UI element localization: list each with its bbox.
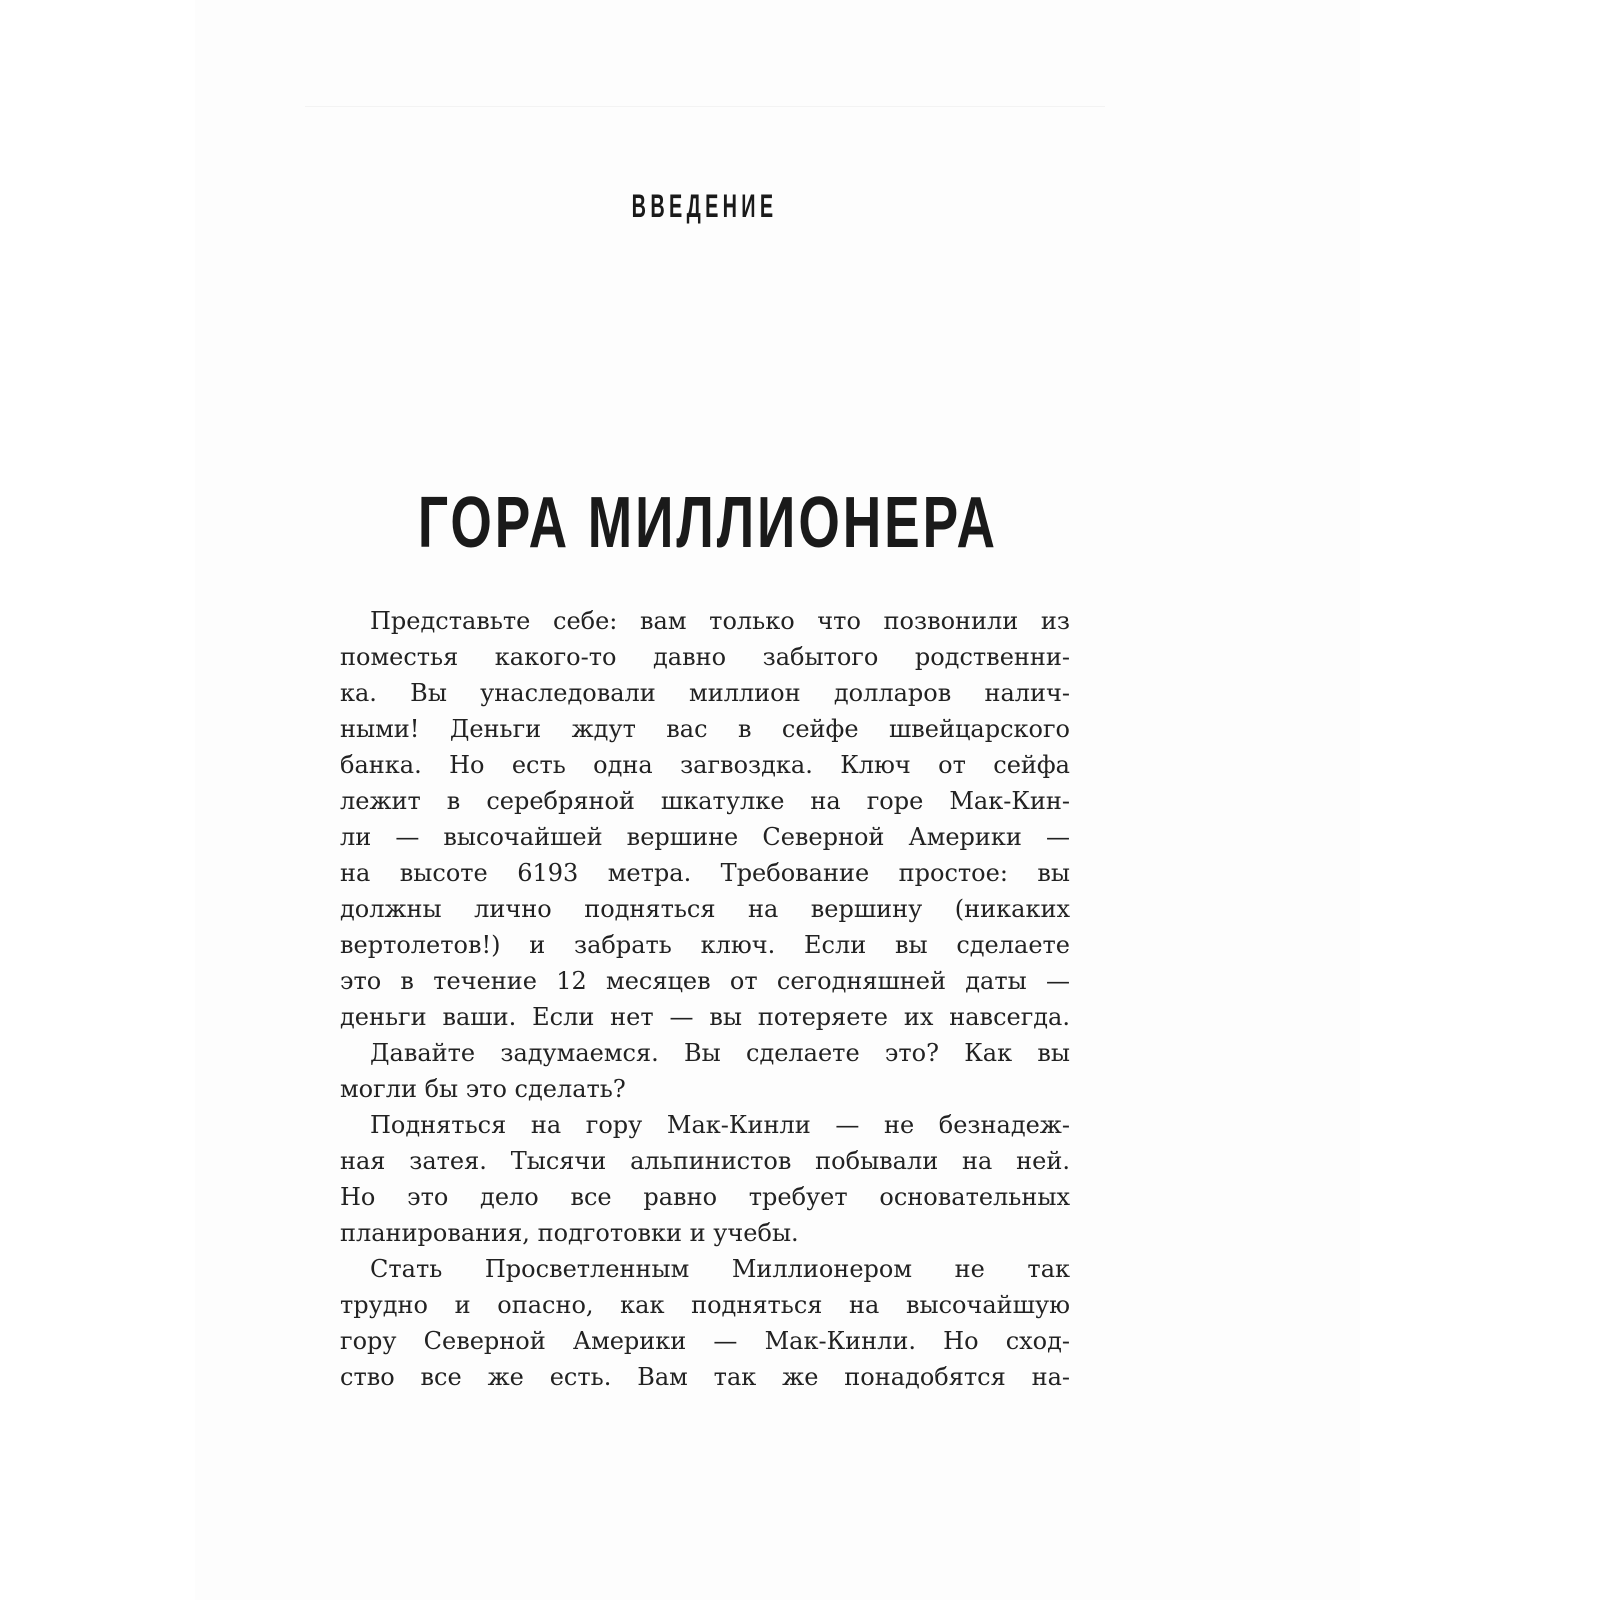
text-line: деньги ваши. Если нет — вы потеряете их навсегда.: [340, 1003, 1070, 1031]
text-line: ли — высочайшей вершине Северной Америки —: [340, 823, 1070, 851]
text-line: вертолетов!) и забрать ключ. Если вы сделаете: [340, 931, 1070, 959]
chapter-title-text: ГОРА МИЛЛИОНЕРА: [417, 483, 998, 563]
body-text: [340, 603, 1070, 1395]
text-line: Но это дело все равно требует основательных: [340, 1183, 1070, 1211]
text-line: это в течение 12 месяцев от сегодняшней даты —: [340, 967, 1070, 995]
text-line: Стать Просветленным Миллионером не так: [370, 1255, 1070, 1283]
text-line: ными! Деньги ждут вас в сейфе швейцарского: [340, 715, 1070, 743]
text-line: могли бы это сделать?: [340, 1075, 626, 1103]
text-line: гору Северной Америки — Мак-Кинли. Но сход-: [340, 1327, 1070, 1355]
text-line: ная затея. Тысячи альпинистов побывали на ней.: [340, 1147, 1070, 1175]
section-title-text: ВВЕДЕНИЕ: [632, 188, 778, 224]
text-line: трудно и опасно, как подняться на высочайшую: [340, 1291, 1070, 1319]
text-line: банка. Но есть одна загвоздка. Ключ от сейфа: [340, 751, 1070, 779]
section-title: [0, 188, 1410, 225]
text-line: лежит в серебряной шкатулке на горе Мак-Кин-: [340, 787, 1070, 815]
text-line: Подняться на гору Мак-Кинли — не безнадеж-: [370, 1111, 1070, 1139]
text-line: планирования, подготовки и учебы.: [340, 1219, 799, 1247]
text-line: Давайте задумаемся. Вы сделаете это? Как вы: [370, 1039, 1070, 1067]
chapter-title: [0, 482, 1415, 564]
top-divider: [305, 106, 1105, 107]
text-line: ство все же есть. Вам так же понадобятся на-: [340, 1363, 1070, 1391]
text-line: на высоте 6193 метра. Требование простое: вы: [340, 859, 1070, 887]
text-line: Представьте себе: вам только что позвонили из: [370, 607, 1070, 635]
text-line: должны лично подняться на вершину (никаких: [340, 895, 1070, 923]
text-line: ка. Вы унаследовали миллион долларов налич-: [340, 679, 1070, 707]
text-line: поместья какого-то давно забытого родственни-: [340, 643, 1070, 671]
